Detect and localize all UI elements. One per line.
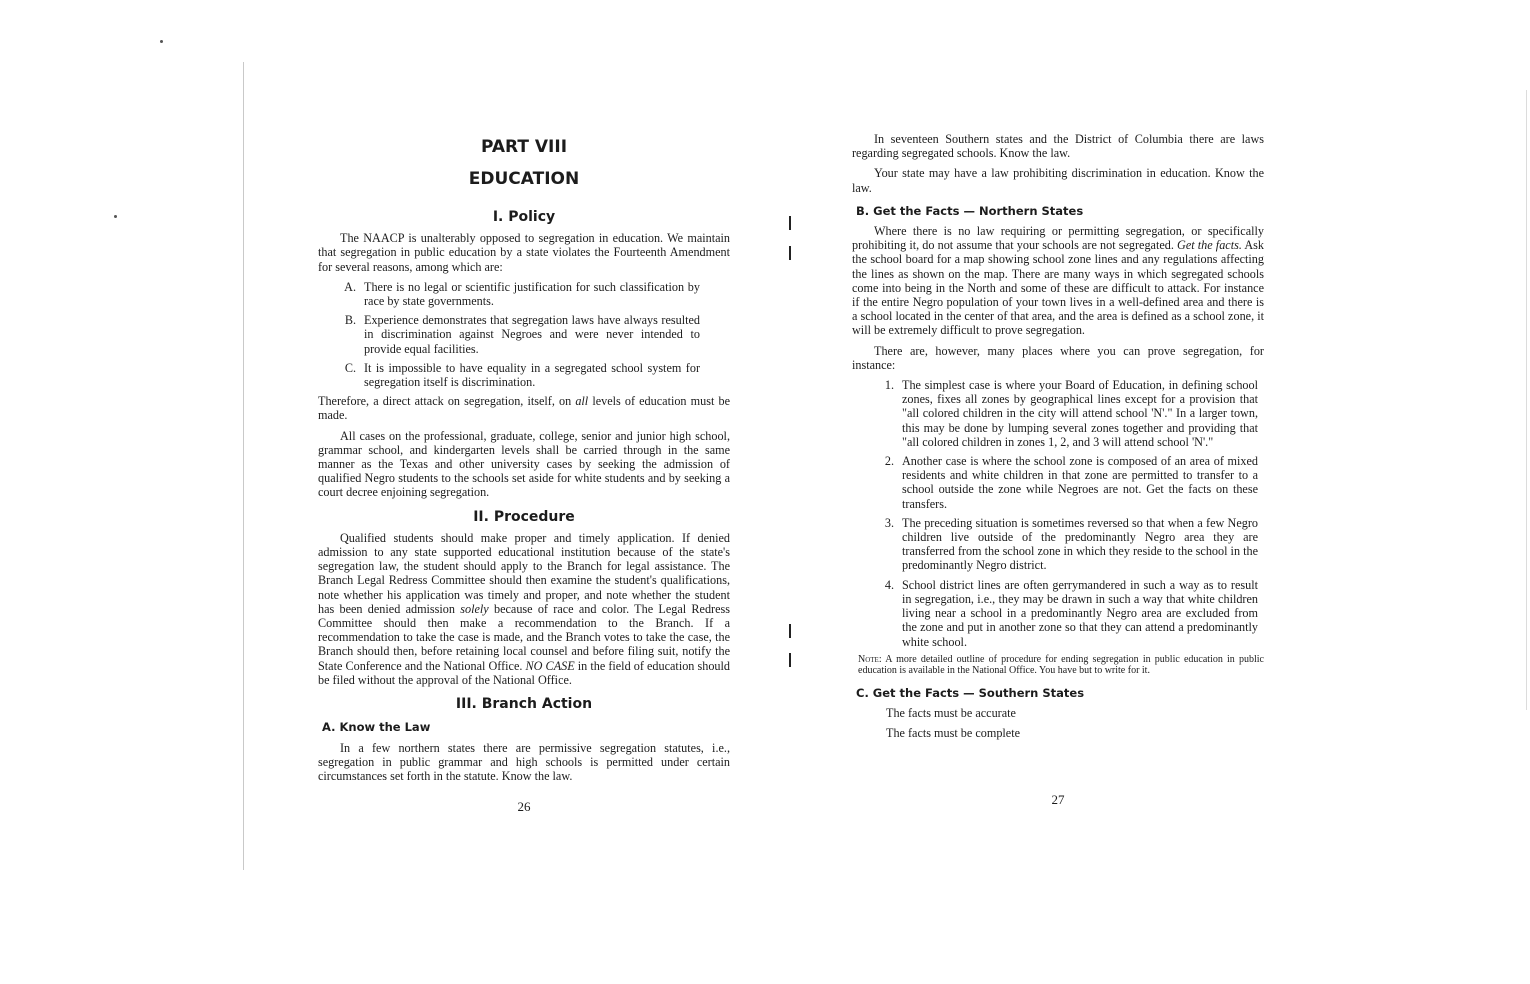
- procedure-heading: II. Procedure: [473, 508, 575, 525]
- know-the-law-subheading: A. Know the Law: [322, 720, 431, 735]
- list-item-mark: 4.: [884, 577, 894, 592]
- page-number: 27: [1051, 792, 1065, 807]
- emphasis-solely: solely: [460, 601, 489, 616]
- know-the-law-paragraph: In a few northern states there are permissive segregation statutes, i.e., segregation in public grammar and high schools is permitted under certain circumstances set forth in the statute. Know the law.: [318, 740, 730, 783]
- southern-states-paragraph: In seventeen Southern states and the District of Columbia there are laws regarding segregated schools. Know the law.: [852, 132, 1264, 161]
- list-item: [318, 361, 730, 389]
- left-page-body: [318, 200, 730, 789]
- list-item: [852, 516, 1264, 573]
- list-item-mark: 2.: [884, 454, 894, 469]
- branch-action-heading: III. Branch Action: [455, 696, 593, 713]
- section-title: EDUCATION: [468, 169, 580, 189]
- list-item-text: Another case is where the school zone is composed of an area of mixed residents and white children in that zone are permitted to transfer to a school outside the zone while Negroes are not. Get the facts on these transfers.: [902, 454, 1258, 511]
- list-item-mark: 1.: [884, 378, 894, 393]
- northern-states-paragraph: Where there is no law requiring or permitting segregation, or specifically prohibiting it, do not assume that your schools are not segregated. Get the facts. Ask the school board for a map showing school zone lines and any regulations affecting the lines as shown on the map. There are many ways in which segregated schools come into being in the North and some of these are difficult to attack. For instance if the entire Negro population of your town lives in a well-defined area and there is a school located in the center of that area, and the area is defined as a school zone, it will be extremely difficult to prove segregation.: [852, 224, 1265, 338]
- facts-complete-line: The facts must be complete: [886, 726, 1021, 741]
- list-item-mark: A.: [344, 279, 356, 294]
- left-binding-edge: [243, 62, 244, 870]
- list-item-mark: 3.: [884, 515, 894, 530]
- page-number: 26: [517, 799, 531, 814]
- list-item-mark: C.: [344, 360, 356, 375]
- policy-intro: The NAACP is unalterably opposed to segregation in education. We maintain that segregation in public education by a state violates the Fourteenth Amendment for several reasons, among which are:: [318, 231, 730, 274]
- list-item: [318, 280, 730, 308]
- facts-accurate-line: The facts must be accurate: [886, 705, 1016, 720]
- therefore-paragraph: Therefore, a direct attack on segregation, itself, on all levels of education must be made.: [318, 394, 730, 423]
- segregation-cases-list: [852, 378, 1264, 649]
- right-page-edge: [1526, 90, 1527, 710]
- northern-states-subheading: B. Get the Facts — Northern States: [856, 203, 1084, 218]
- margin-change-bar: [789, 216, 791, 230]
- list-item: [318, 313, 730, 356]
- emphasis-get-the-facts: Get the facts.: [1177, 238, 1242, 253]
- emphasis-all: all: [575, 394, 589, 409]
- list-item-text: The preceding situation is sometimes reversed so that when a few Negro children live outside of the predominantly Negro area they are transferred from the school zone in which they reside to the school in the predominantly Negro district.: [902, 515, 1258, 573]
- policy-reasons-list: [318, 280, 730, 389]
- scan-speck: [160, 40, 163, 43]
- list-item-text: School district lines are often gerrymandered in such a way as to result in segregation, i.e., they may be drawn in such a way that white children living near a school in a predominantly Negro area are excluded from the zone and put in another zone so that they can attend a predominantly white school.: [902, 577, 1258, 649]
- scan-speck: [114, 215, 117, 218]
- note-label: Note:: [858, 653, 882, 665]
- part-title: PART VIII: [480, 137, 568, 157]
- right-page-body: [852, 132, 1264, 746]
- list-item-text: The simplest case is where your Board of Education, in defining school zones, fixes all zones by geographical lines except for a provision that "all colored children in the city will attend school 'N'." In a larger town, this may be done by lumping several zones together and providing that "all colored children in zones 1, 2, and 3 will attend school 'N'.": [902, 378, 1258, 449]
- emphasis-no-case: NO CASE: [525, 658, 575, 673]
- footnote: Note: A more detailed outline of procedure for ending segregation in public education in public education is available in the National Office. You have but to write for it.: [858, 653, 1264, 677]
- list-item-mark: B.: [344, 313, 356, 328]
- margin-change-bar: [789, 624, 791, 638]
- list-item: [852, 578, 1264, 649]
- margin-change-bar: [789, 246, 791, 260]
- procedure-paragraph: Qualified students should make proper and timely application. If denied admission to any state supported educational institution because of the state's segregation law, the student should apply to the Branch for legal assistance. The Branch Legal Redress Committee should then examine the student's qualifications, note whether his application was timely and proper, and note whether the student has been denied admission solely because of race and color. The Legal Redress Committee should then make a recommendation to the Branch. If a recommendation to take the case is made, and the Branch votes to take the case, the Branch should then, before retaining local counsel and before filing suit, notify the State Conference and the National Office. NO CASE in the field of education should be filed without the approval of the National Office.: [318, 530, 731, 687]
- southern-states-subheading: C. Get the Facts — Southern States: [856, 685, 1085, 700]
- margin-change-bar: [789, 653, 791, 667]
- all-cases-paragraph: All cases on the professional, graduate, college, senior and junior high school, grammar school, and kindergarten levels shall be carried through in the same manner as the Texas and other university cases by seeking the admission of qualified Negro students to the schools set aside for white students and by seeking a court decree enjoining segregation.: [318, 428, 730, 500]
- list-item-text: It is impossible to have equality in a segregated school system for segregation itself is discrimination.: [364, 360, 700, 390]
- your-state-paragraph: Your state may have a law prohibiting discrimination in education. Know the law.: [852, 166, 1264, 195]
- list-item: [852, 378, 1264, 449]
- there-are-paragraph: There are, however, many places where you can prove segregation, for instance:: [852, 343, 1264, 372]
- list-item: [852, 454, 1264, 511]
- policy-heading: I. Policy: [492, 209, 556, 225]
- list-item-text: Experience demonstrates that segregation laws have always resulted in discrimination against Negroes and were never intended to provide equal facilities.: [364, 313, 700, 356]
- list-item-text: There is no legal or scientific justification for such classification by race by state governments.: [364, 279, 700, 309]
